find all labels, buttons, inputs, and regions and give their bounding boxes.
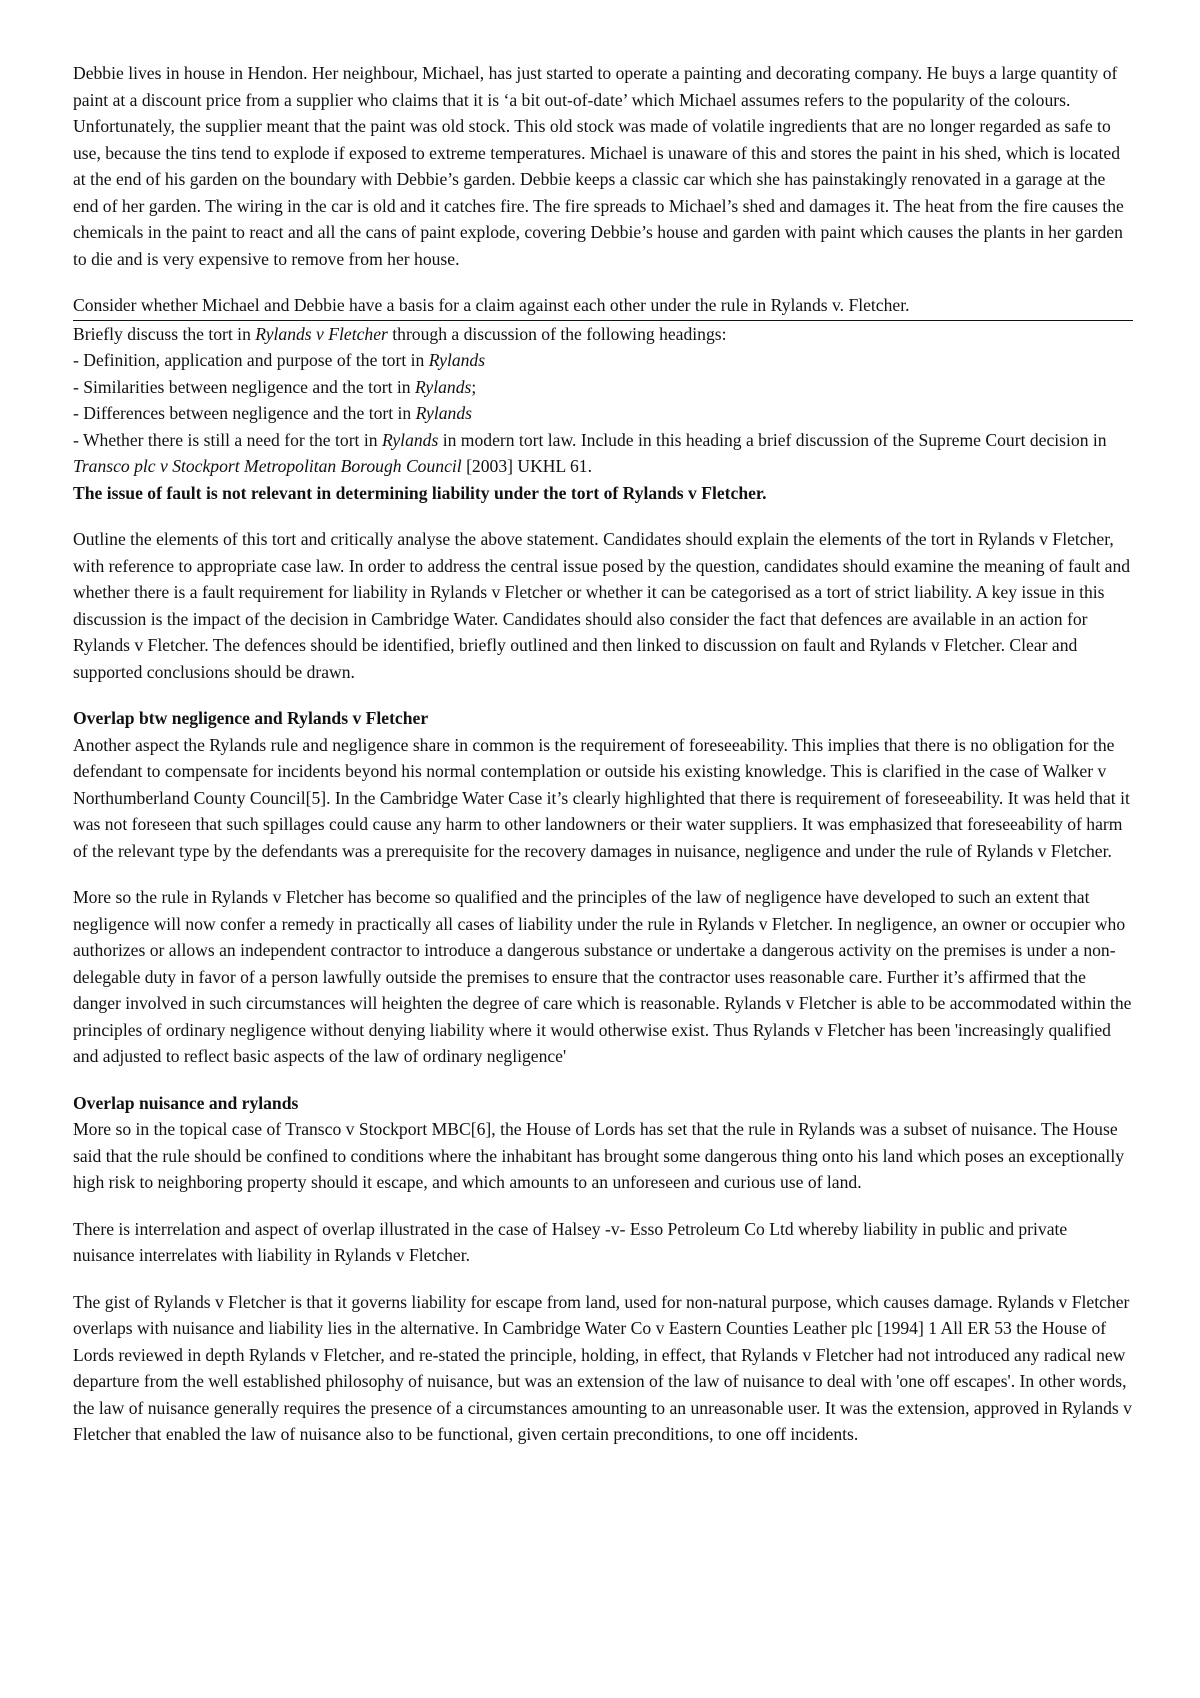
case-name: Rylands	[428, 350, 486, 370]
intro-paragraph: Debbie lives in house in Hendon. Her neighbour, Michael, has just started to operate a painting and decorating company. He buys a large quantity of paint at a discount price from a supplier who claims that it is ‘a bit out-of-date’ which Michael assumes refers to the popularity of the colours. Unfortunately, the supplier meant that the paint was old stock. This old stock was made of volatile ingredients that are no longer regarded as safe to use, because the tins tend to explode if exposed to extreme temperatures. Michael is unaware of this and stores the paint in his shed, which is located at the end of his garden on the boundary with Debbie’s garden. Debbie keeps a classic car which she has painstakingly renovated in a garage at the end of her garden. The wiring in the car is old and it catches fire. The fire spreads to Michael’s shed and damages it. The heat from the fire causes the chemicals in the paint to react and all the cans of paint explode, covering Debbie’s house and garden with paint which causes the plants in her garden to die and is very expensive to remove from her house.	[73, 63, 1124, 269]
paragraph: The gist of Rylands v Fletcher is that it governs liability for escape from land, used for non-natural purpose, which causes damage. Rylands v Fletcher overlaps with nuisance and liability lies in the alternative. In Cambridge Water Co v Eastern Counties Leather plc [1994] 1 All ER 53 the House of Lords reviewed in depth Rylands v Fletcher, and re-stated the principle, holding, in effect, that Rylands v Fletcher had not introduced any radical new departure from the well established philosophy of nuisance, but was an extension of the law of nuisance to deal with 'one off escapes'. In other words, the law of nuisance generally requires the presence of a circumstances amounting to an unreasonable user. It was the extension, approved in Rylands v Fletcher that enabled the law of nuisance also to be functional, given certain preconditions, to one off incidents.	[73, 1291, 1132, 1444]
case-name: Rylands	[381, 429, 439, 450]
heading-similarities: - Similarities between negligence and the tort in Rylands;	[73, 376, 477, 397]
case-name: Rylands	[415, 376, 472, 397]
outline-paragraph: Outline the elements of this tort and critically analyse the above statement. Candidates should explain the elements of the tort in Rylands v Fletcher, with reference to appropriate case law. In order to address the central issue posed by the question, candidates should examine the meaning of fault and whether there is a fault requirement for liability in Rylands v Fletcher or whether it can be categorised as a tort of strict liability. A key issue in this discussion is the impact of the decision in Cambridge Water. Candidates should also consider the fact that defences are available in an action for Rylands v Fletcher. The defences should be identified, briefly outlined and then linked to discussion on fault and Rylands v Fletcher. Clear and supported conclusions should be drawn.	[73, 529, 1131, 682]
case-name: Transco plc v Stockport Metropolitan Borough Council	[73, 456, 462, 476]
section-negligence	[73, 705, 1133, 1070]
section-heading: Overlap btw negligence and Rylands v Fletcher	[73, 708, 429, 728]
heading-differences: - Differences between negligence and the tort in Rylands	[73, 403, 472, 423]
statement-bold: The issue of fault is not relevant in determining liability under the tort of Rylands v Fletcher.	[73, 482, 767, 503]
document-page	[73, 60, 1133, 1468]
section-nuisance	[73, 1090, 1133, 1448]
paragraph: More so the rule in Rylands v Fletcher has become so qualified and the principles of the law of negligence have developed to such an extent that negligence will now confer a remedy in practically all cases of liability under the rule in Rylands v Fletcher. In negligence, an owner or occupier who authorizes or allows an independent contractor to introduce a dangerous substance or undertake a dangerous activity on the premises is under a non-delegable duty in favor of a person lawfully outside the premises to ensure that the contractor uses reasonable care. Further it’s affirmed that the danger involved in such circumstances will heighten the degree of care which is reasonable. Rylands v Fletcher is able to be accommodated within the principles of ordinary negligence without denying liability where it would otherwise exist. Thus Rylands v Fletcher has been 'increasingly qualified and adjusted to reflect basic aspects of the law of ordinary negligence'	[73, 887, 1132, 1066]
heading-definition: - Definition, application and purpose of the tort in Rylands	[73, 350, 486, 370]
paragraph: Another aspect the Rylands rule and negligence share in common is the requirement of foreseeability. This implies that there is no obligation for the defendant to compensate for incidents beyond his normal contemplation or outside his existing knowledge. This is clarified in the case of Walker v Northumberland County Council[5]. In the Cambridge Water Case it’s clearly highlighted that there is requirement of foreseeability. It was held that it was not foreseen that such spillages could cause any harm to other landowners or their water suppliers. It was emphasized that foreseeability of harm of the relevant type by the defendants was a prerequisite for the recovery damages in nuisance, negligence and under the rule of Rylands v Fletcher.	[73, 734, 1130, 861]
paragraph: More so in the topical case of Transco v Stockport MBC[6], the House of Lords has set that the rule in Rylands was a subset of nuisance. The House said that the rule should be confined to conditions where the inhabitant has brought some dangerous thing onto his land which poses an exceptionally high risk to neighboring property should it escape, and which amounts to an unforeseen and curious use of land.	[73, 1119, 1125, 1192]
case-name: Rylands v Fletcher	[255, 323, 388, 344]
section-heading: Overlap nuisance and rylands	[73, 1092, 299, 1113]
heading-need: - Whether there is still a need for the tort in Rylands in modern tort law. Include in this heading a brief discussion of the Supreme Court decision in Transco plc v Stockport Metropolitan Borough Council [2003] UKHL 61.	[73, 429, 1107, 476]
question-underlined: Consider whether Michael and Debbie have a basis for a claim against each other under the rule in Rylands v. Fletcher.	[73, 292, 1133, 321]
brief-discussion-block	[73, 321, 1133, 480]
brief-intro-line: Briefly discuss the tort in Rylands v Fletcher through a discussion of the following headings:	[73, 323, 727, 344]
paragraph: There is interrelation and aspect of overlap illustrated in the case of Halsey -v- Esso Petroleum Co Ltd whereby liability in public and private nuisance interrelates with liability in Rylands v Fletcher.	[73, 1218, 1068, 1265]
case-name: Rylands	[415, 403, 472, 423]
